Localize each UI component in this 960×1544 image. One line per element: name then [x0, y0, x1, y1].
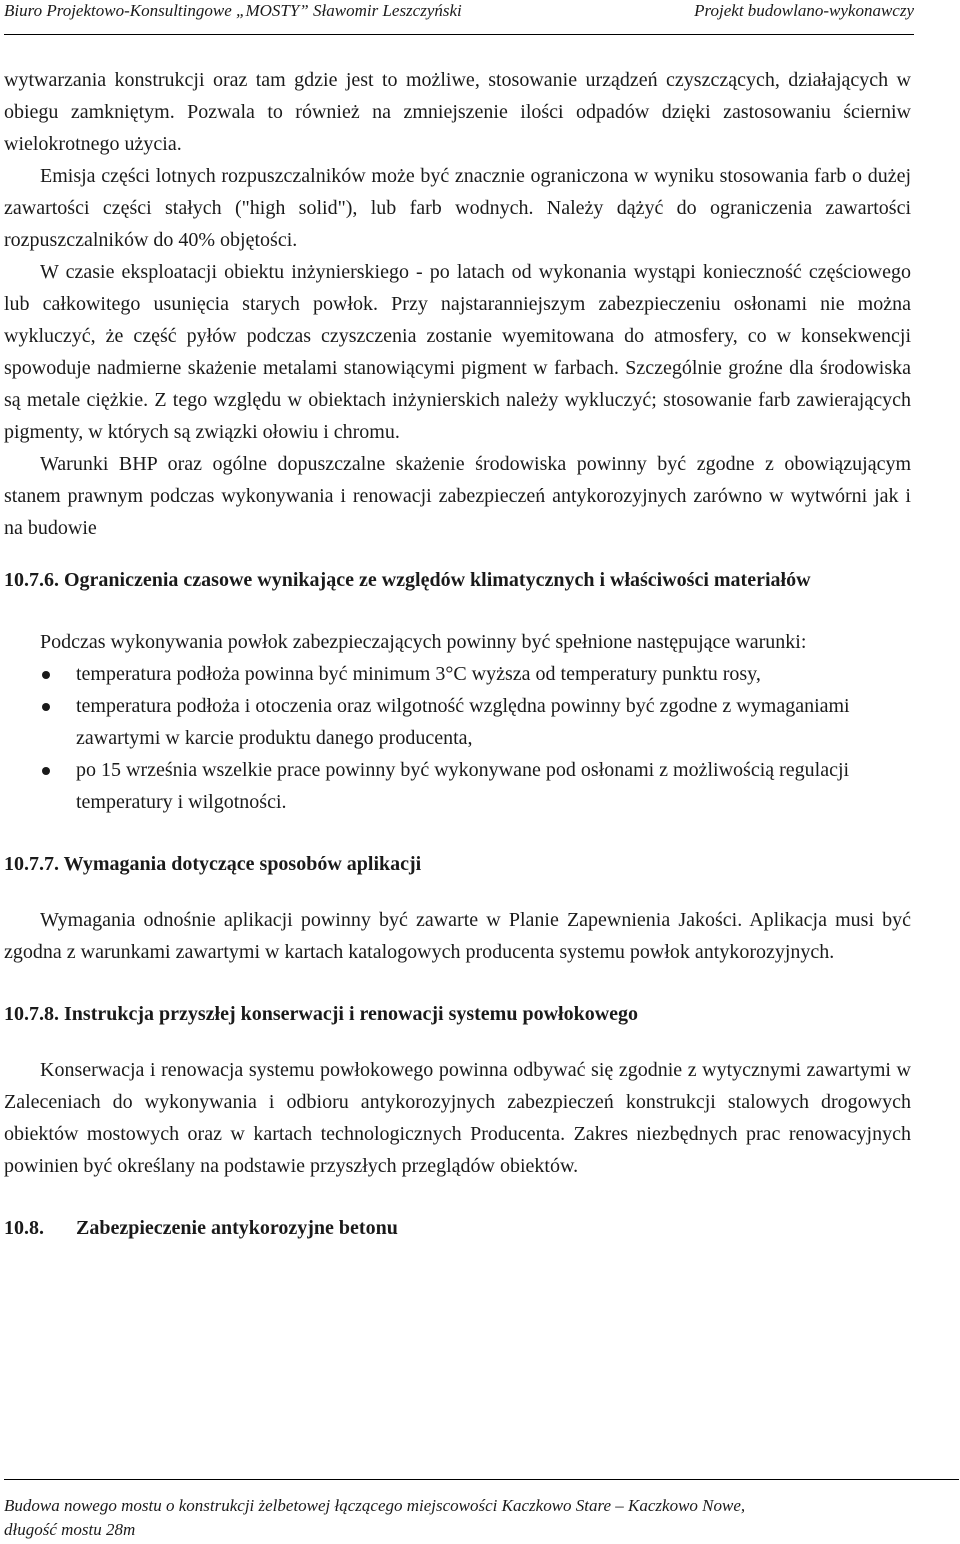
- section-title: Zabezpieczenie antykorozyjne betonu: [76, 1217, 398, 1239]
- list-item: po 15 września wszelkie prace powinny być wykonywane pod osłonami z możliwością regulacji temperatury i wilgotności.: [4, 754, 911, 818]
- section-title: Ograniczenia czasowe wynikające ze względów klimatycznych i właściwości materiałów: [64, 569, 811, 591]
- section-number: 10.7.8.: [4, 1003, 59, 1025]
- header-doc-type: Projekt budowlano-wykonawczy: [694, 1, 914, 20]
- section-heading-10-7-8: [4, 998, 911, 1030]
- paragraph-emission: Emisja części lotnych rozpuszczalników może być znacznie ograniczona w wyniku stosowania farb o dużej zawartości części stałych ("high solid"), lub farb wodnych. Należy dążyć do ograniczenia zawartości rozpuszczalników do 40% objętości.: [4, 165, 911, 251]
- paragraph-application: Wymagania odnośnie aplikacji powinny być zawarte w Planie Zapewnienia Jakości. Aplikacja musi być zgodna z warunkami zawartymi w kartach katalogowych producenta systemu powłok antykorozyjnych.: [4, 909, 911, 963]
- list-item: temperatura podłoża powinna być minimum 3°C wyższa od temperatury punktu rosy,: [4, 658, 911, 690]
- paragraph-conditions-intro: Podczas wykonywania powłok zabezpieczających powinny być spełnione następujące warunki:: [40, 631, 807, 653]
- header-company: Biuro Projektowo-Konsultingowe „MOSTY” Sławomir Leszczyński: [4, 1, 462, 20]
- section-title: Instrukcja przyszłej konserwacji i renowacji systemu powłokowego: [64, 1003, 639, 1025]
- section-number: 10.8.: [4, 1217, 44, 1239]
- page-header: [4, 0, 914, 35]
- document-body: [4, 64, 911, 1244]
- section-heading-10-7-7: [4, 848, 911, 880]
- conditions-list: [4, 658, 911, 818]
- bullet-icon: [42, 767, 50, 775]
- list-item: temperatura podłoża i otoczenia oraz wilgotność względna powinny być zgodne z wymaganiami zawartymi w karcie produktu danego producenta,: [4, 690, 911, 754]
- footer-project-name: Budowa nowego mostu o konstrukcji żelbetowej łączącego miejscowości Kaczkowo Stare – Kaczkowo Nowe,: [4, 1496, 746, 1515]
- section-heading-10-8: [4, 1212, 911, 1244]
- section-number: 10.7.7.: [4, 853, 59, 875]
- paragraph-bhp: Warunki BHP oraz ogólne dopuszczalne skażenie środowiska powinny być zgodne z obowiązującym stanem prawnym podczas wykonywania i renowacji zabezpieczeń antykorozyjnych zarówno w wytwórni jak i na budowie: [4, 453, 911, 539]
- paragraph-exploitation: W czasie eksploatacji obiektu inżynierskiego - po latach od wykonania wystąpi konieczność częściowego lub całkowitego usunięcia starych powłok. Przy najstaranniejszym zabezpieczeniu osłonami nie można wykluczyć, że część pyłów podczas czyszczenia zostanie wyemitowana do atmosfery, co w konsekwencji spowoduje nadmierne skażenie metalami stanowiącymi pigment w farbach. Szczególnie groźne dla środowiska są metale ciężkie. Z tego względu w obiektach inżynierskich należy wykluczyć; stosowanie farb zawierających pigmenty, w których są związki ołowiu i chromu.: [4, 261, 911, 443]
- section-heading-10-7-6: [4, 564, 911, 596]
- page-footer: [4, 1479, 959, 1542]
- section-number: 10.7.6.: [4, 569, 59, 591]
- paragraph-waste: wytwarzania konstrukcji oraz tam gdzie jest to możliwe, stosowanie urządzeń czyszczących, działających w obiegu zamkniętym. Pozwala to również na zmniejszenie ilości odpadów dzięki zastosowaniu ścierniw wielokrotnego użycia.: [4, 69, 911, 155]
- section-title: Wymagania dotyczące sposobów aplikacji: [63, 853, 422, 875]
- paragraph-maintenance: Konserwacja i renowacja systemu powłokowego powinna odbywać się zgodnie z wytycznymi zawartymi w Zaleceniach do wykonywania i odbioru antykorozyjnych zabezpieczeń konstrukcji stalowych drogowych obiektów mostowych oraz w kartach technologicznych Producenta. Zakres niezbędnych prac renowacyjnych powinien być określany na podstawie przyszłych przeglądów obiektów.: [4, 1059, 911, 1177]
- bullet-icon: [42, 671, 50, 679]
- bullet-icon: [42, 703, 50, 711]
- footer-bridge-length: długość mostu 28m: [4, 1520, 136, 1539]
